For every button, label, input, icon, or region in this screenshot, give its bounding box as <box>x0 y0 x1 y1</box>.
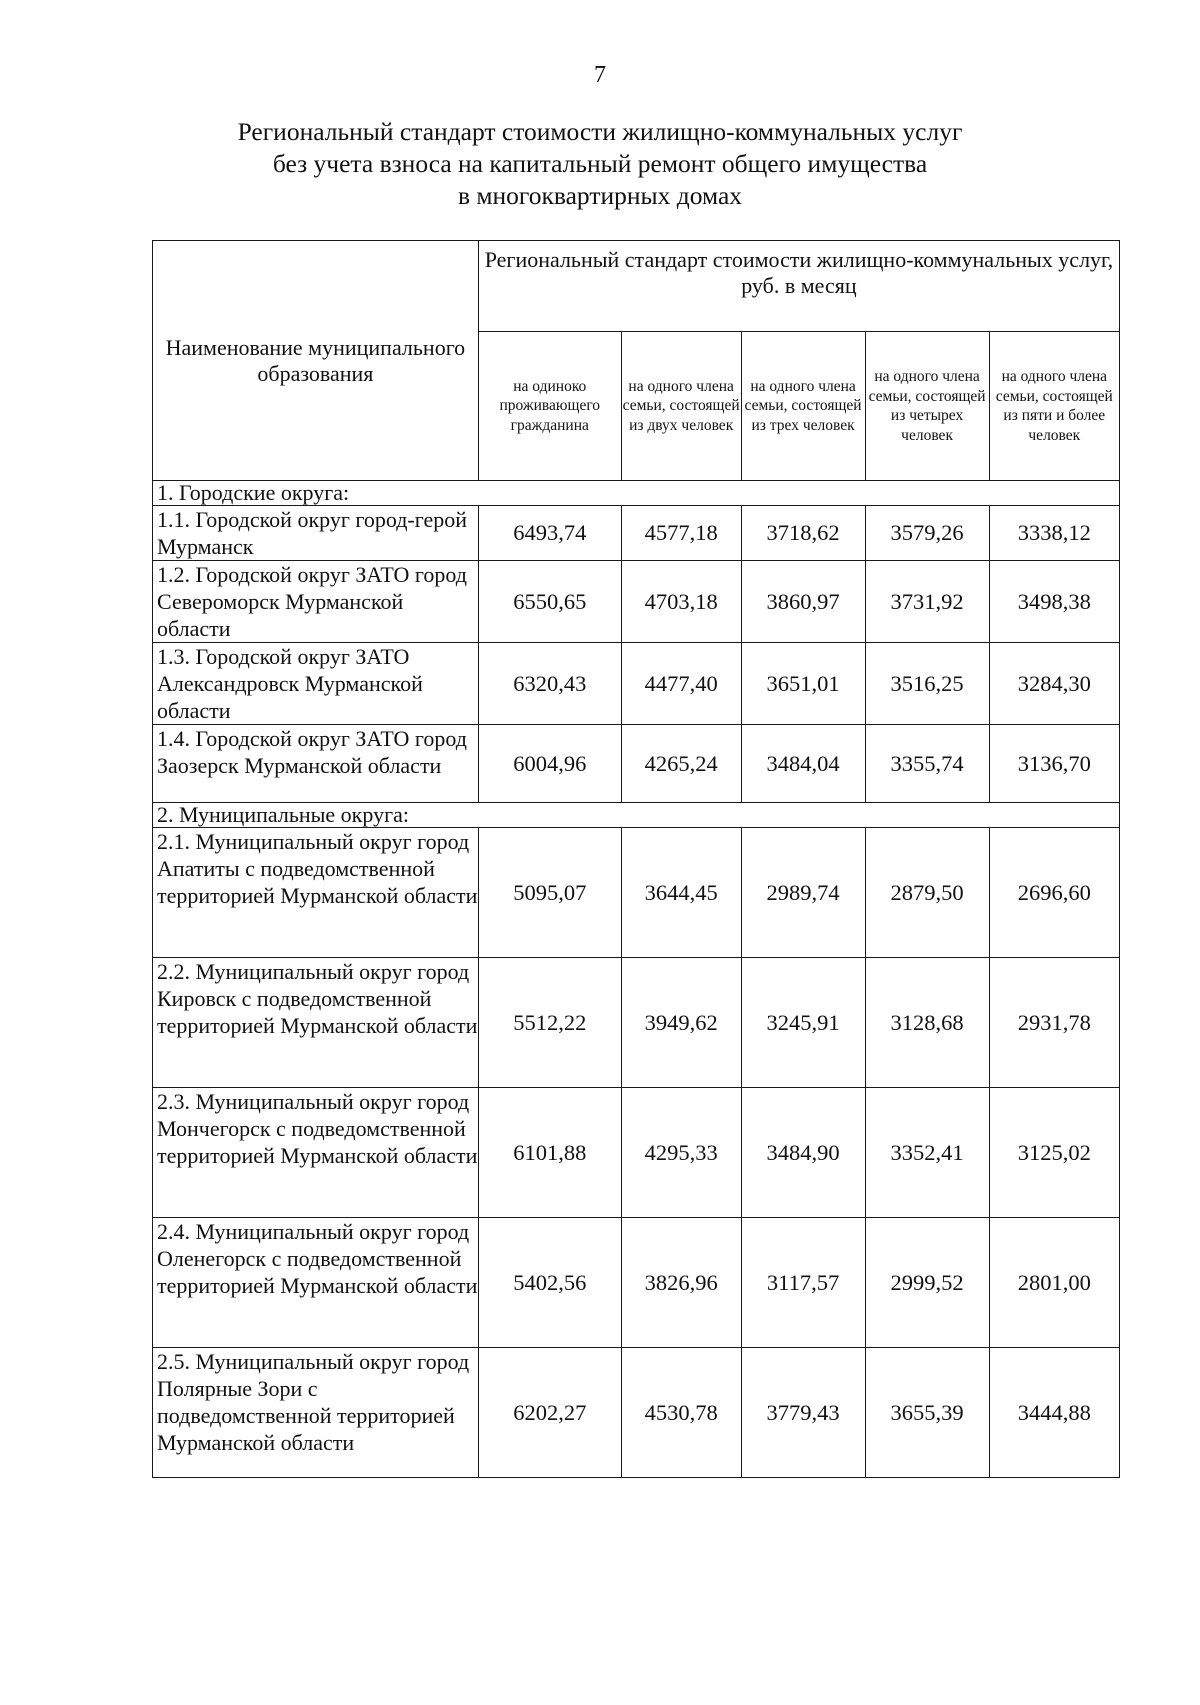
subheader-family-of-five-plus: на одного члена семьи, состоящей из пяти и более человек <box>989 332 1119 481</box>
cost-value-cell: 4530,78 <box>621 1348 741 1478</box>
table-row <box>153 643 1120 725</box>
cost-value-cell: 4477,40 <box>621 643 741 725</box>
cost-value-cell: 3484,90 <box>741 1088 865 1218</box>
cost-value-cell: 3498,38 <box>989 561 1119 643</box>
cost-value-cell: 3651,01 <box>741 643 865 725</box>
title-line: в многоквартирных домах <box>457 181 743 210</box>
cost-value-cell: 3579,26 <box>865 506 989 561</box>
section-heading: 2. Муниципальные округа: <box>153 803 1120 828</box>
cost-value-cell: 5402,56 <box>478 1218 621 1348</box>
municipality-name-cell: 1.2. Городской округ ЗАТО город Североморск Мурманской области <box>153 561 479 643</box>
cost-value-cell: 4265,24 <box>621 725 741 803</box>
municipality-name-cell: 2.4. Муниципальный округ город Оленегорск с подведомственной территорией Мурманской области <box>153 1218 479 1348</box>
cost-value-cell: 6101,88 <box>478 1088 621 1218</box>
housing-cost-standard-table <box>152 240 1120 1478</box>
cost-value-cell: 3444,88 <box>989 1348 1119 1478</box>
cost-value-cell: 3245,91 <box>741 958 865 1088</box>
cost-value-cell: 2999,52 <box>865 1218 989 1348</box>
municipality-name-cell: 2.3. Муниципальный округ город Мончегорск с подведомственной территорией Мурманской области <box>153 1088 479 1218</box>
cost-value-cell: 3355,74 <box>865 725 989 803</box>
cost-value-cell: 3338,12 <box>989 506 1119 561</box>
cost-value-cell: 6004,96 <box>478 725 621 803</box>
cost-value-cell: 3718,62 <box>741 506 865 561</box>
table-row <box>153 1088 1120 1218</box>
subheader-family-of-four: на одного члена семьи, состоящей из четырех человек <box>865 332 989 481</box>
cost-value-cell: 3516,25 <box>865 643 989 725</box>
cost-value-cell: 3655,39 <box>865 1348 989 1478</box>
subheader-single-person: на одиноко проживающего гражданина <box>478 332 621 481</box>
municipality-name-cell: 2.1. Муниципальный округ город Апатиты с подведомственной территорией Мурманской области <box>153 828 479 958</box>
cost-value-cell: 3125,02 <box>989 1088 1119 1218</box>
cost-value-cell: 5095,07 <box>478 828 621 958</box>
municipality-name-cell: 2.2. Муниципальный округ город Кировск с подведомственной территорией Мурманской области <box>153 958 479 1088</box>
page-number: 7 <box>594 62 606 88</box>
cost-value-cell: 3284,30 <box>989 643 1119 725</box>
cost-value-cell: 3826,96 <box>621 1218 741 1348</box>
cost-value-cell: 2879,50 <box>865 828 989 958</box>
subheader-family-of-two: на одного члена семьи, состоящей из двух человек <box>621 332 741 481</box>
title-line: Региональный стандарт стоимости жилищно-коммунальных услуг <box>237 117 963 146</box>
cost-value-cell: 6550,65 <box>478 561 621 643</box>
cost-value-cell: 2989,74 <box>741 828 865 958</box>
table-row <box>153 561 1120 643</box>
cost-value-cell: 3352,41 <box>865 1088 989 1218</box>
cost-value-cell: 4295,33 <box>621 1088 741 1218</box>
table-row <box>153 958 1120 1088</box>
cost-value-cell: 3779,43 <box>741 1348 865 1478</box>
table-row <box>153 725 1120 803</box>
table-row <box>153 1218 1120 1348</box>
document-title <box>150 116 1050 212</box>
cost-value-cell: 3949,62 <box>621 958 741 1088</box>
cost-value-cell: 3136,70 <box>989 725 1119 803</box>
title-line: без учета взноса на капитальный ремонт общего имущества <box>272 149 928 178</box>
header-cost-standard: Региональный стандарт стоимости жилищно-коммунальных услуг, руб. в месяц <box>478 241 1119 332</box>
municipality-name-cell: 1.4. Городской округ ЗАТО город Заозерск Мурманской области <box>153 725 479 803</box>
municipality-name-cell: 1.3. Городской округ ЗАТО Александровск Мурманской области <box>153 643 479 725</box>
cost-value-cell: 3644,45 <box>621 828 741 958</box>
municipality-name-cell: 1.1. Городской округ город-герой Мурманск <box>153 506 479 561</box>
cost-value-cell: 3117,57 <box>741 1218 865 1348</box>
cost-value-cell: 3731,92 <box>865 561 989 643</box>
cost-value-cell: 2696,60 <box>989 828 1119 958</box>
table-row <box>153 1348 1120 1478</box>
table-row <box>153 828 1120 958</box>
header-municipality-name: Наименование муниципального образования <box>153 241 479 481</box>
table-row <box>153 506 1120 561</box>
municipality-name-cell: 2.5. Муниципальный округ город Полярные Зори с подведомственной территорией Мурманской области <box>153 1348 479 1478</box>
cost-value-cell: 6202,27 <box>478 1348 621 1478</box>
cost-value-cell: 6320,43 <box>478 643 621 725</box>
subheader-family-of-three: на одного члена семьи, состоящей из трех человек <box>741 332 865 481</box>
cost-value-cell: 4577,18 <box>621 506 741 561</box>
cost-value-cell: 3860,97 <box>741 561 865 643</box>
cost-value-cell: 4703,18 <box>621 561 741 643</box>
section-heading: 1. Городские округа: <box>153 481 1120 506</box>
cost-value-cell: 2801,00 <box>989 1218 1119 1348</box>
table-body <box>153 481 1120 1478</box>
cost-value-cell: 5512,22 <box>478 958 621 1088</box>
cost-value-cell: 6493,74 <box>478 506 621 561</box>
cost-value-cell: 2931,78 <box>989 958 1119 1088</box>
cost-value-cell: 3128,68 <box>865 958 989 1088</box>
cost-value-cell: 3484,04 <box>741 725 865 803</box>
